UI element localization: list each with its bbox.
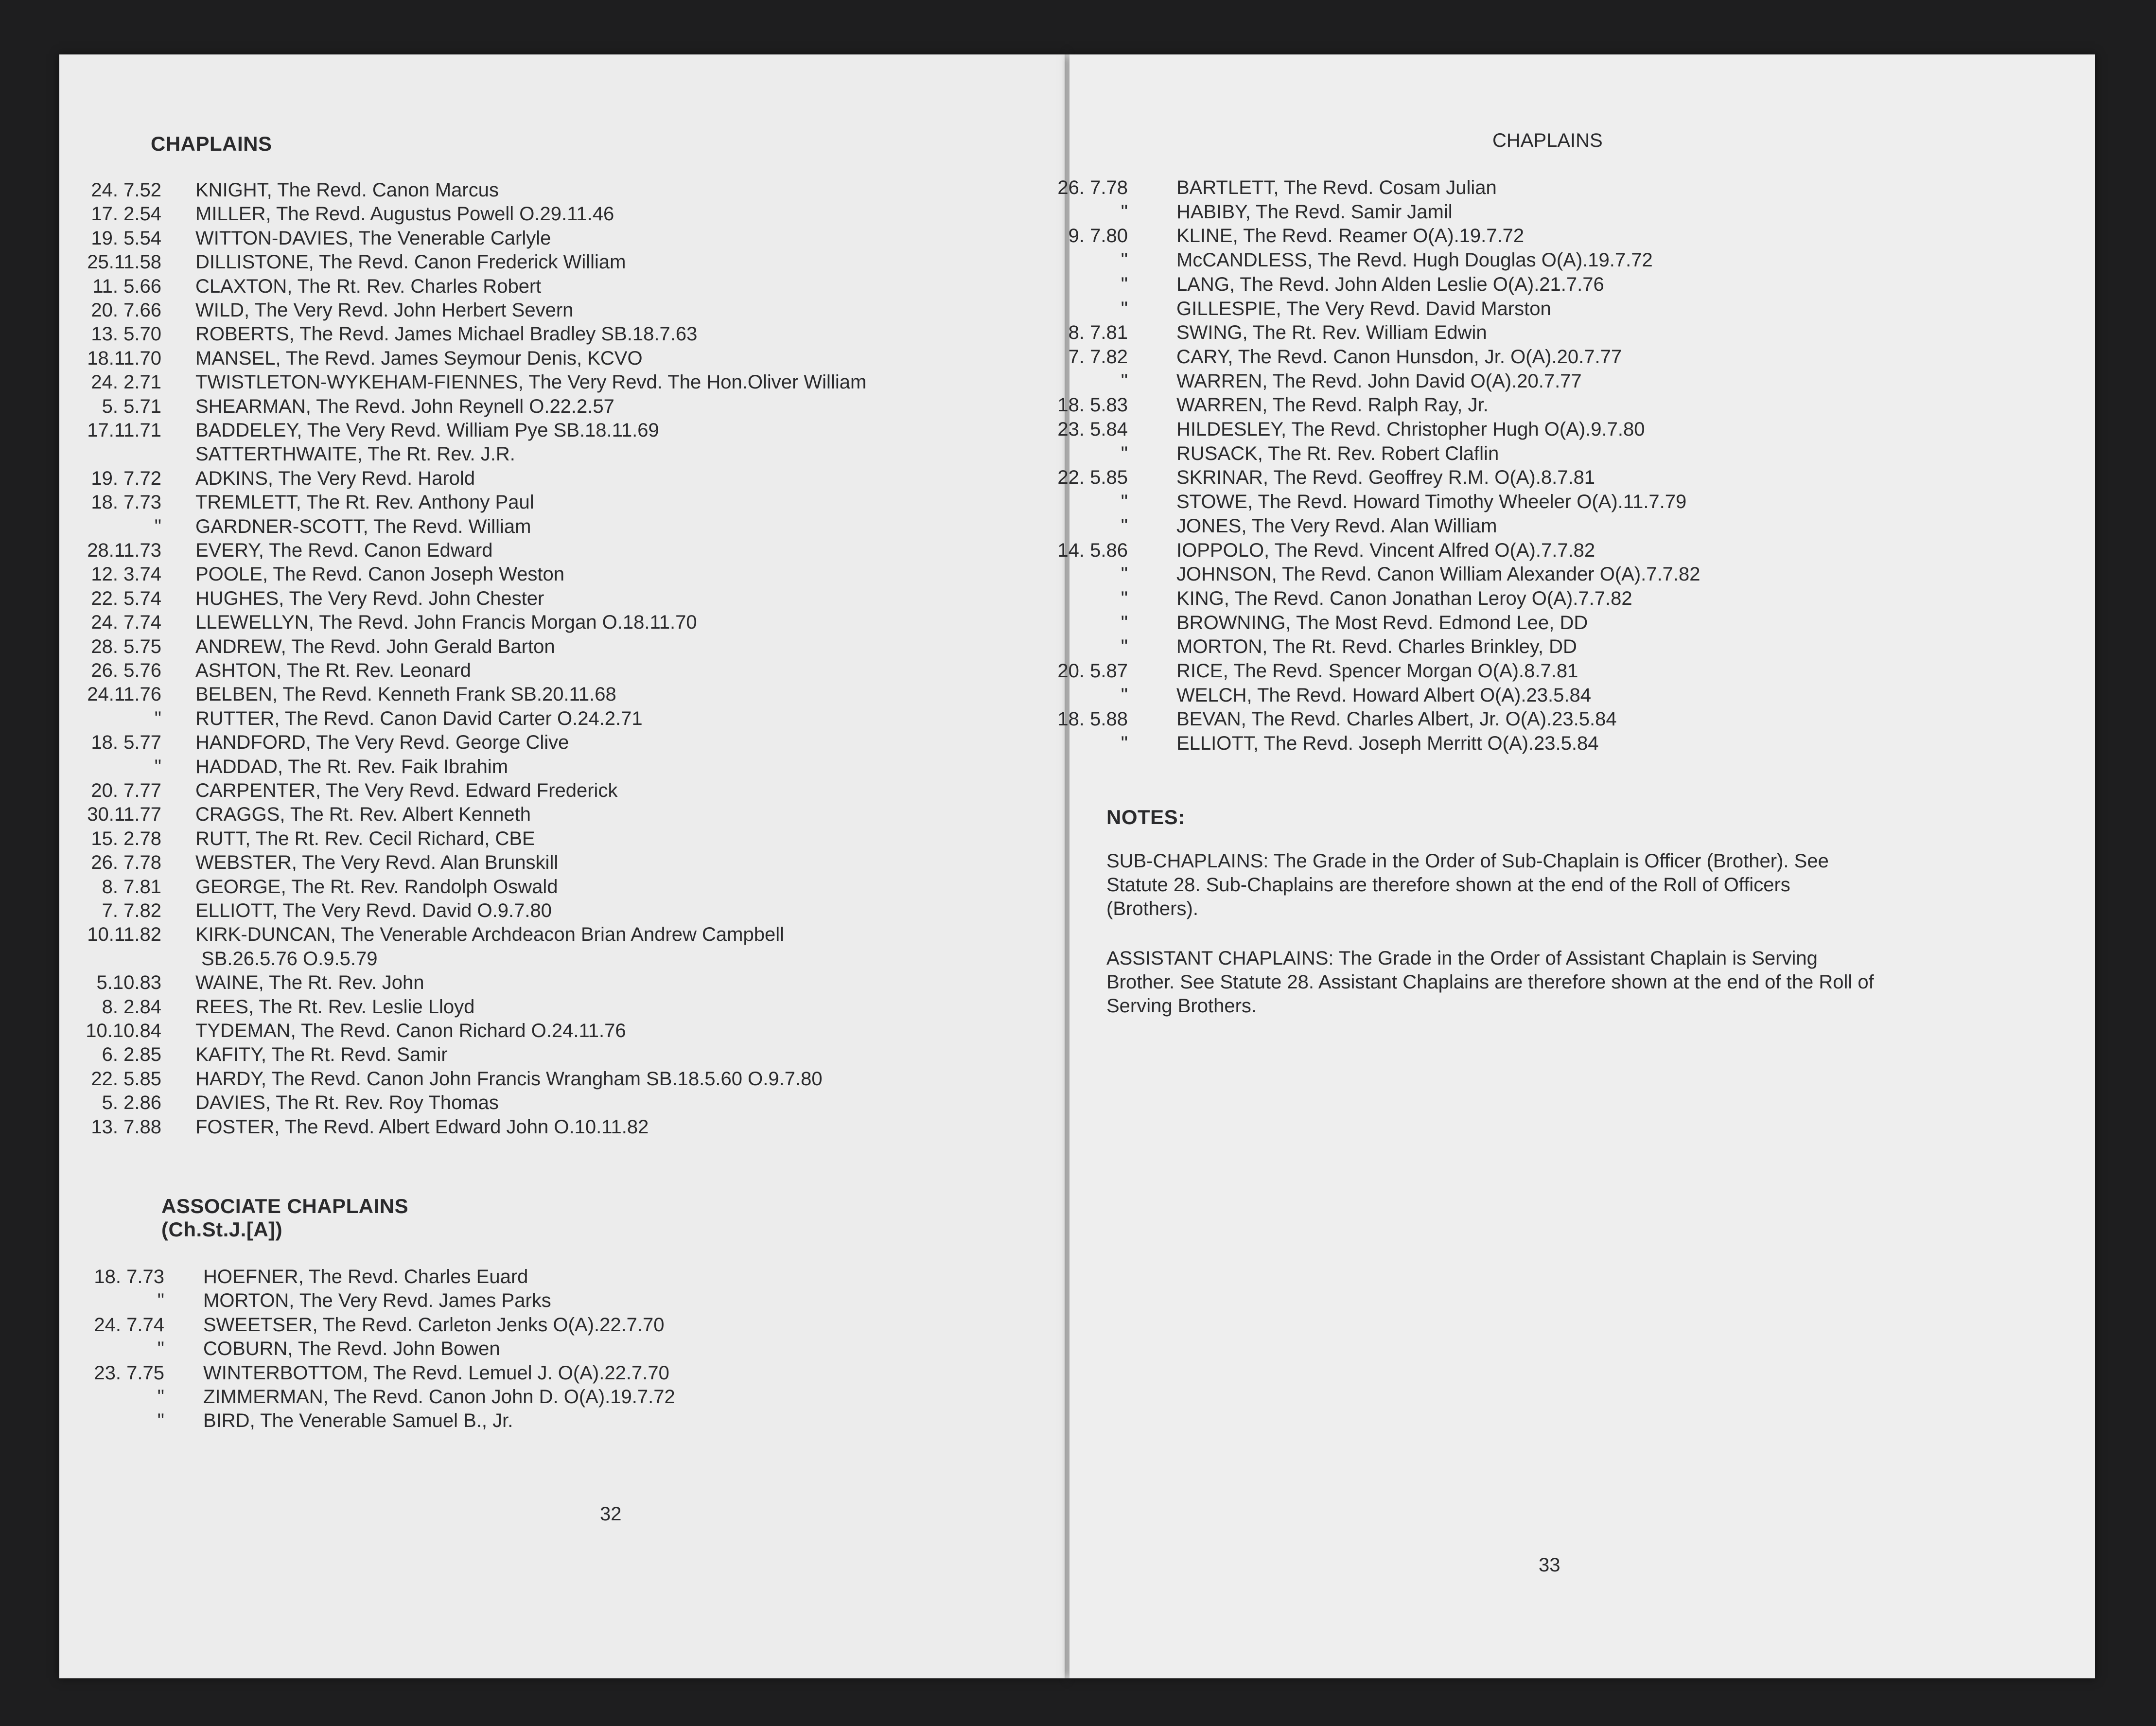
entry-name: WILD, The Very Revd. John Herbert Severn — [195, 299, 574, 321]
entry-date: 22. 5.85 — [1057, 467, 1128, 489]
list-item — [1016, 200, 1988, 225]
entry-date: 26. 7.78 — [91, 852, 161, 874]
entry-name: MORTON, The Rt. Revd. Charles Brinkley, DD — [1176, 636, 1577, 658]
list-item — [53, 1265, 1025, 1289]
entry-date: 18.11.70 — [87, 347, 161, 369]
entry-date: " — [1121, 249, 1128, 271]
entry-date: 23. 7.75 — [94, 1362, 164, 1384]
entry-date: 5. 5.71 — [102, 395, 161, 417]
entry-name: BIRD, The Venerable Samuel B., Jr. — [203, 1410, 513, 1432]
list-item — [50, 442, 1022, 466]
entry-date: 25.11.58 — [87, 251, 161, 273]
entry-date: 8. 7.81 — [102, 876, 161, 898]
entry-date: 24.11.76 — [87, 684, 161, 705]
note-line: Brother. See Statute 28. Assistant Chaplains are therefore shown at the end of the Roll of — [1106, 971, 1874, 993]
entry-date: 24. 7.74 — [94, 1314, 164, 1336]
entry-date: 7. 7.82 — [102, 900, 161, 921]
entry-name: BROWNING, The Most Revd. Edmond Lee, DD — [1176, 612, 1588, 634]
entry-date: 18. 5.83 — [1057, 394, 1128, 416]
list-item — [53, 1361, 1025, 1385]
entry-date: " — [1121, 612, 1128, 634]
entry-date: 20. 7.77 — [91, 780, 161, 801]
list-item — [50, 322, 1022, 346]
entry-name: McCANDLESS, The Revd. Hugh Douglas O(A).19.7.72 — [1176, 249, 1653, 271]
entry-date: 6. 2.85 — [102, 1044, 161, 1066]
entry-name: COBURN, The Revd. John Bowen — [203, 1338, 500, 1360]
entry-name: WINTERBOTTOM, The Revd. Lemuel J. O(A).22.7.70 — [203, 1362, 669, 1384]
entry-date: " — [154, 756, 161, 777]
entry-name: POOLE, The Revd. Canon Joseph Weston — [195, 564, 564, 585]
list-item — [1016, 611, 1988, 635]
list-item — [1016, 635, 1988, 659]
entry-date: " — [1121, 273, 1128, 295]
entry-name: JONES, The Very Revd. Alan William — [1176, 515, 1497, 537]
entry-name: HOEFNER, The Revd. Charles Euard — [203, 1266, 528, 1287]
entry-date: " — [157, 1338, 164, 1360]
list-item — [50, 755, 1022, 779]
list-item — [50, 275, 1022, 299]
entry-name: REES, The Rt. Rev. Leslie Lloyd — [195, 996, 475, 1018]
entry-name: WARREN, The Revd. Ralph Ray, Jr. — [1176, 394, 1489, 416]
list-item — [1016, 490, 1988, 514]
entry-date: " — [154, 515, 161, 537]
list-item — [50, 250, 1022, 274]
entry-date: " — [1121, 587, 1128, 609]
entry-name: CLAXTON, The Rt. Rev. Charles Robert — [195, 275, 542, 297]
entry-name: SWEETSER, The Revd. Carleton Jenks O(A).22.7.70 — [203, 1314, 665, 1336]
entry-name: GARDNER-SCOTT, The Revd. William — [195, 515, 531, 537]
entry-date: 28.11.73 — [87, 540, 161, 561]
entry-name: SKRINAR, The Revd. Geoffrey R.M. O(A).8.7.81 — [1176, 467, 1595, 489]
entry-date: 22. 5.74 — [91, 587, 161, 609]
entry-name: KNIGHT, The Revd. Canon Marcus — [195, 179, 499, 201]
entry-date: " — [1121, 491, 1128, 513]
list-item — [50, 1067, 1022, 1091]
entry-date: 20. 5.87 — [1057, 660, 1128, 682]
entry-name: DAVIES, The Rt. Rev. Roy Thomas — [195, 1092, 499, 1114]
entry-date: 26. 7.78 — [1057, 177, 1128, 198]
entry-date: 5.10.83 — [96, 972, 161, 994]
entry-date: 20. 7.66 — [91, 299, 161, 321]
entry-name: ZIMMERMAN, The Revd. Canon John D. O(A).19.7.72 — [203, 1386, 675, 1408]
entry-date: " — [1121, 201, 1128, 223]
entry-name: ANDREW, The Revd. John Gerald Barton — [195, 635, 555, 657]
list-item — [1016, 659, 1988, 684]
entry-name: KAFITY, The Rt. Revd. Samir — [195, 1044, 448, 1066]
entry-date: 10.11.82 — [87, 924, 161, 946]
list-item — [50, 971, 1022, 995]
entry-date: 18. 5.88 — [1057, 708, 1128, 730]
entry-name: MANSEL, The Revd. James Seymour Denis, KCVO — [195, 347, 643, 369]
entry-name: WARREN, The Revd. John David O(A).20.7.77 — [1176, 370, 1582, 392]
list-item — [1016, 224, 1988, 248]
list-item — [50, 539, 1022, 563]
entry-date: 8. 7.81 — [1068, 322, 1128, 344]
list-item — [50, 707, 1022, 731]
entry-name: BARTLETT, The Revd. Cosam Julian — [1176, 177, 1497, 198]
list-item — [1016, 273, 1988, 297]
entry-date: 17. 2.54 — [91, 203, 161, 225]
list-item — [1016, 539, 1988, 563]
entry-name: ELLIOTT, The Revd. Joseph Merritt O(A).23.5.84 — [1176, 733, 1599, 755]
list-item — [1016, 563, 1988, 587]
list-item — [50, 347, 1022, 370]
entry-name: LANG, The Revd. John Alden Leslie O(A).21.7.76 — [1176, 273, 1604, 295]
associate-heading: ASSOCIATE CHAPLAINS — [161, 1195, 409, 1217]
entry-name: TYDEMAN, The Revd. Canon Richard O.24.11.76 — [195, 1020, 626, 1041]
entry-date: 26. 5.76 — [91, 660, 161, 681]
entry-name: SWING, The Rt. Rev. William Edwin — [1176, 322, 1487, 344]
entry-name: ADKINS, The Very Revd. Harold — [195, 467, 475, 489]
list-item — [53, 1409, 1025, 1433]
entry-date: 14. 5.86 — [1057, 539, 1128, 561]
list-item — [50, 779, 1022, 803]
note-line: (Brothers). — [1106, 898, 1198, 919]
entry-name: HARDY, The Revd. Canon John Francis Wrangham SB.18.5.60 O.9.7.80 — [195, 1068, 823, 1090]
entry-name: SB.26.5.76 O.9.5.79 — [201, 948, 378, 969]
entry-date: 30.11.77 — [87, 804, 161, 826]
list-item — [50, 419, 1022, 442]
entry-date: 13. 7.88 — [91, 1116, 161, 1138]
list-item — [50, 1091, 1022, 1115]
list-item — [50, 587, 1022, 611]
page-number: 32 — [600, 1503, 622, 1525]
entry-date: 18. 7.73 — [91, 492, 161, 513]
entry-name: CARPENTER, The Very Revd. Edward Frederick — [195, 780, 618, 801]
entry-name: RUTTER, The Revd. Canon David Carter O.24.2.71 — [195, 707, 643, 729]
entry-date: 22. 5.85 — [91, 1068, 161, 1090]
entry-name: WEBSTER, The Very Revd. Alan Brunskill — [195, 852, 559, 874]
list-item — [1016, 732, 1988, 756]
list-item — [50, 923, 1022, 947]
entry-date: 17.11.71 — [87, 420, 161, 441]
entry-name: FOSTER, The Revd. Albert Edward John O.10.11.82 — [195, 1116, 649, 1138]
page-heading: CHAPLAINS — [1492, 130, 1603, 151]
entry-name: STOWE, The Revd. Howard Timothy Wheeler O(A).11.7.79 — [1176, 491, 1687, 513]
entry-name: KING, The Revd. Canon Jonathan Leroy O(A).7.7.82 — [1176, 587, 1632, 609]
list-item — [50, 299, 1022, 322]
entry-date: 28. 5.75 — [91, 635, 161, 657]
list-item — [50, 731, 1022, 755]
entry-date: " — [1121, 370, 1128, 392]
list-item — [1016, 345, 1988, 370]
note-line: Serving Brothers. — [1106, 995, 1257, 1017]
entry-name: RUSACK, The Rt. Rev. Robert Claflin — [1176, 442, 1499, 464]
note-line: ASSISTANT CHAPLAINS: The Grade in the Order of Assistant Chaplain is Serving — [1106, 948, 1818, 969]
list-item — [50, 515, 1022, 539]
entry-date: 7. 7.82 — [1068, 346, 1128, 368]
list-item — [50, 563, 1022, 586]
entry-date: 8. 2.84 — [102, 996, 161, 1018]
entry-name: HILDESLEY, The Revd. Christopher Hugh O(A).9.7.80 — [1176, 419, 1645, 440]
list-item — [50, 202, 1022, 226]
entry-name: IOPPOLO, The Revd. Vincent Alfred O(A).7.7.82 — [1176, 539, 1595, 561]
list-item — [1016, 684, 1988, 708]
entry-date: " — [157, 1386, 164, 1408]
list-item — [1016, 321, 1988, 345]
entry-name: RICE, The Revd. Spencer Morgan O(A).8.7.81 — [1176, 660, 1578, 682]
entry-date: 23. 5.84 — [1057, 419, 1128, 440]
entry-name: EVERY, The Revd. Canon Edward — [195, 540, 493, 561]
entry-date: " — [157, 1290, 164, 1312]
list-item — [1016, 514, 1988, 539]
entry-date: 24. 7.74 — [91, 612, 161, 634]
entry-name: HABIBY, The Revd. Samir Jamil — [1176, 201, 1453, 223]
list-item — [50, 178, 1022, 202]
entry-date: 13. 5.70 — [91, 323, 161, 345]
entry-name: TREMLETT, The Rt. Rev. Anthony Paul — [195, 492, 534, 513]
left-page — [59, 54, 1065, 1678]
entry-date: " — [1121, 733, 1128, 755]
entry-name: SHEARMAN, The Revd. John Reynell O.22.2.57 — [195, 395, 614, 417]
list-item — [50, 635, 1022, 659]
page-heading: CHAPLAINS — [151, 132, 272, 155]
list-item — [50, 803, 1022, 827]
entry-name: HADDAD, The Rt. Rev. Faik Ibrahim — [195, 756, 508, 777]
list-item — [53, 1385, 1025, 1409]
entry-date: " — [1121, 684, 1128, 706]
entry-name: CARY, The Revd. Canon Hunsdon, Jr. O(A).20.7.77 — [1176, 346, 1622, 368]
entry-date: " — [157, 1410, 164, 1432]
list-item — [50, 851, 1022, 875]
list-item — [1016, 176, 1988, 200]
entry-name: HUGHES, The Very Revd. John Chester — [195, 587, 544, 609]
list-item — [1016, 370, 1988, 394]
entry-name: KIRK-DUNCAN, The Venerable Archdeacon Brian Andrew Campbell — [195, 924, 784, 946]
entry-name: KLINE, The Revd. Reamer O(A).19.7.72 — [1176, 225, 1525, 247]
entry-name: JOHNSON, The Revd. Canon William Alexander O(A).7.7.82 — [1176, 564, 1700, 585]
entry-name: MORTON, The Very Revd. James Parks — [203, 1290, 551, 1312]
list-item — [50, 659, 1022, 683]
entry-name: ASHTON, The Rt. Rev. Leonard — [195, 660, 471, 681]
list-item — [50, 875, 1022, 899]
entry-name: DILLISTONE, The Revd. Canon Frederick William — [195, 251, 626, 273]
list-item — [1016, 393, 1988, 418]
entry-date: " — [1121, 442, 1128, 464]
entry-name: MILLER, The Revd. Augustus Powell O.29.11.46 — [195, 203, 614, 225]
entry-name: SATTERTHWAITE, The Rt. Rev. J.R. — [195, 443, 515, 465]
entry-date: " — [154, 707, 161, 729]
note-line: SUB-CHAPLAINS: The Grade in the Order of Sub-Chaplain is Officer (Brother). See — [1106, 850, 1829, 872]
list-item — [50, 227, 1022, 250]
entry-name: GEORGE, The Rt. Rev. Randolph Oswald — [195, 876, 558, 898]
list-item — [50, 1115, 1022, 1139]
entry-date: 19. 7.72 — [91, 467, 161, 489]
list-item — [50, 370, 1022, 394]
entry-date: 10.10.84 — [86, 1020, 161, 1041]
entry-date: " — [1121, 515, 1128, 537]
right-page — [1057, 54, 2095, 1678]
entry-date: 11. 5.66 — [92, 275, 161, 297]
entry-name: WITTON-DAVIES, The Venerable Carlyle — [195, 227, 551, 249]
list-item — [1016, 587, 1988, 611]
entry-name: LLEWELLYN, The Revd. John Francis Morgan O.18.11.70 — [195, 612, 697, 634]
list-item — [53, 1337, 1025, 1361]
list-item — [50, 827, 1022, 851]
entry-date: " — [1121, 564, 1128, 585]
list-item — [50, 995, 1022, 1019]
entry-date: 19. 5.54 — [91, 227, 161, 249]
entry-name: CRAGGS, The Rt. Rev. Albert Kenneth — [195, 804, 531, 826]
entry-date: 18. 5.77 — [91, 732, 161, 754]
entry-date: 24. 2.71 — [91, 371, 161, 393]
list-item — [53, 1313, 1025, 1337]
entry-name: TWISTLETON-WYKEHAM-FIENNES, The Very Revd. The Hon.Oliver William — [195, 371, 867, 393]
list-item — [50, 491, 1022, 514]
list-item — [1016, 466, 1988, 490]
list-item — [1016, 707, 1988, 732]
entry-date: " — [1121, 298, 1128, 319]
entry-date: 18. 7.73 — [94, 1266, 164, 1287]
list-item — [50, 467, 1022, 491]
list-item — [50, 611, 1022, 634]
list-item — [50, 1019, 1022, 1043]
entry-name: BELBEN, The Revd. Kenneth Frank SB.20.11.68 — [195, 684, 616, 705]
entry-name: ROBERTS, The Revd. James Michael Bradley SB.18.7.63 — [195, 323, 698, 345]
page-number: 33 — [1539, 1554, 1560, 1576]
list-item — [1016, 442, 1988, 466]
notes-heading: NOTES: — [1106, 806, 1185, 828]
entry-name: HANDFORD, The Very Revd. George Clive — [195, 732, 569, 754]
entry-date: 24. 7.52 — [91, 179, 161, 201]
entry-date: " — [1121, 636, 1128, 658]
entry-name: BADDELEY, The Very Revd. William Pye SB.18.11.69 — [195, 420, 659, 441]
list-item — [1016, 297, 1988, 321]
list-item — [1016, 248, 1988, 273]
list-item — [50, 395, 1022, 419]
list-item — [53, 1289, 1025, 1313]
list-item — [50, 683, 1022, 706]
list-item — [1016, 418, 1988, 442]
list-item — [50, 947, 1022, 971]
entry-date: 5. 2.86 — [102, 1092, 161, 1114]
associate-heading-subtitle: (Ch.St.J.[A]) — [161, 1218, 283, 1241]
entry-name: BEVAN, The Revd. Charles Albert, Jr. O(A).23.5.84 — [1176, 708, 1617, 730]
entry-date: 15. 2.78 — [91, 828, 161, 849]
note-line: Statute 28. Sub-Chaplains are therefore shown at the end of the Roll of Officers — [1106, 874, 1790, 896]
entry-name: ELLIOTT, The Very Revd. David O.9.7.80 — [195, 900, 552, 921]
list-item — [50, 1043, 1022, 1067]
list-item — [50, 899, 1022, 923]
entry-name: WELCH, The Revd. Howard Albert O(A).23.5.84 — [1176, 684, 1591, 706]
entry-name: RUTT, The Rt. Rev. Cecil Richard, CBE — [195, 828, 535, 849]
entry-date: 12. 3.74 — [91, 564, 161, 585]
entry-name: GILLESPIE, The Very Revd. David Marston — [1176, 298, 1551, 319]
entry-date: 9. 7.80 — [1068, 225, 1128, 247]
entry-name: WAINE, The Rt. Rev. John — [195, 972, 424, 994]
